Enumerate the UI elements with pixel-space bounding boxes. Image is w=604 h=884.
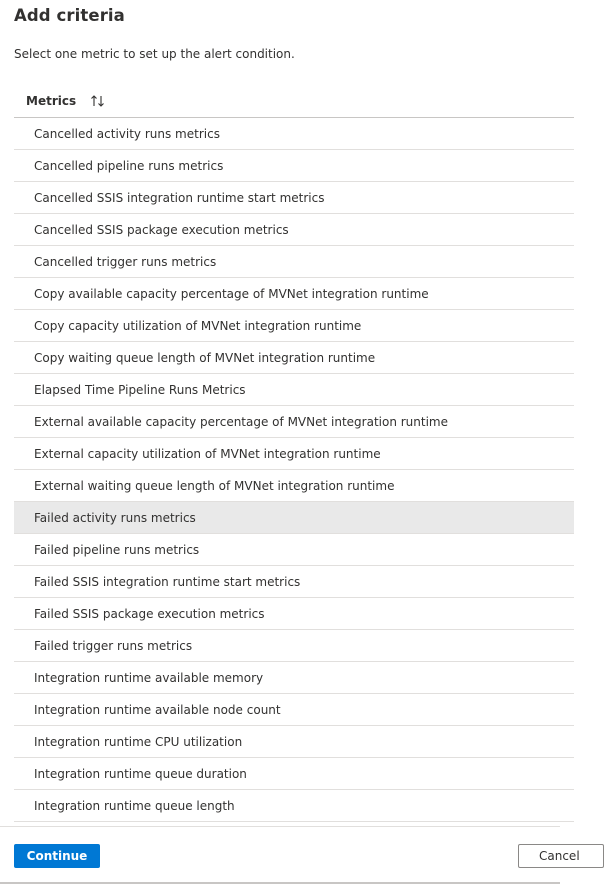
metric-row[interactable]: Cancelled SSIS integration runtime start metrics — [14, 182, 574, 214]
metric-row[interactable]: Integration runtime queue length — [14, 790, 574, 822]
metric-row[interactable]: Failed activity runs metrics — [14, 502, 574, 534]
sort-up-down-icon[interactable] — [90, 94, 106, 108]
metric-row[interactable]: Integration runtime available memory — [14, 662, 574, 694]
metric-row[interactable]: Failed SSIS package execution metrics — [14, 598, 574, 630]
metric-row[interactable]: Failed trigger runs metrics — [14, 630, 574, 662]
metric-row[interactable]: Failed SSIS integration runtime start metrics — [14, 566, 574, 598]
panel-subtitle: Select one metric to set up the alert condition. — [14, 47, 295, 61]
metric-row[interactable]: Integration runtime available node count — [14, 694, 574, 726]
metric-row[interactable]: Cancelled pipeline runs metrics — [14, 150, 574, 182]
metric-row[interactable]: Copy waiting queue length of MVNet integration runtime — [14, 342, 574, 374]
metric-row[interactable]: Integration runtime CPU utilization — [14, 726, 574, 758]
metrics-table — [14, 84, 574, 822]
metric-row[interactable]: Elapsed Time Pipeline Runs Metrics — [14, 374, 574, 406]
column-header-metrics[interactable]: Metrics — [26, 93, 77, 108]
metric-row[interactable]: External waiting queue length of MVNet integration runtime — [14, 470, 574, 502]
metric-row[interactable]: Integration runtime queue duration — [14, 758, 574, 790]
panel-title: Add criteria — [14, 6, 125, 25]
metric-row[interactable]: Failed pipeline runs metrics — [14, 534, 574, 566]
metrics-list — [14, 118, 574, 822]
metric-row[interactable]: Cancelled SSIS package execution metrics — [14, 214, 574, 246]
metric-row[interactable]: Cancelled trigger runs metrics — [14, 246, 574, 278]
metric-row[interactable]: External capacity utilization of MVNet integration runtime — [14, 438, 574, 470]
table-header — [14, 84, 574, 118]
metric-row[interactable]: External available capacity percentage of MVNet integration runtime — [14, 406, 574, 438]
metric-row[interactable]: Cancelled activity runs metrics — [14, 118, 574, 150]
footer-divider — [0, 826, 560, 827]
cancel-button[interactable]: Cancel — [518, 844, 604, 868]
metric-row[interactable]: Copy available capacity percentage of MVNet integration runtime — [14, 278, 574, 310]
metric-row[interactable]: Copy capacity utilization of MVNet integration runtime — [14, 310, 574, 342]
continue-button[interactable]: Continue — [14, 844, 100, 868]
